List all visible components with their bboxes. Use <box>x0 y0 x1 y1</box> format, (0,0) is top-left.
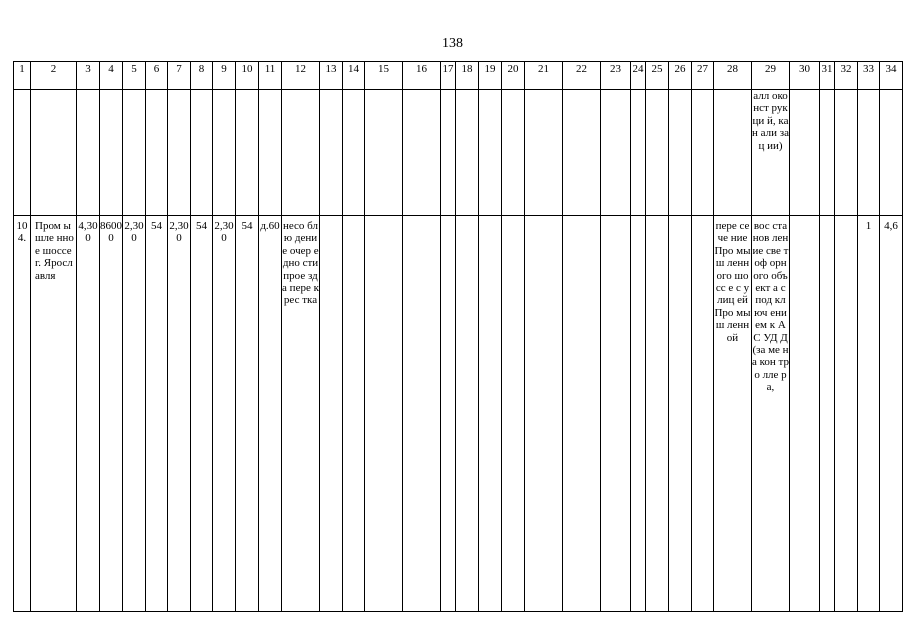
table-cell: 104. <box>14 216 31 612</box>
table-cell <box>320 216 343 612</box>
header-cell: 12 <box>282 62 320 90</box>
table-cell <box>563 90 601 216</box>
table-cell <box>365 216 403 612</box>
table-cell <box>343 90 365 216</box>
table-cell <box>631 90 646 216</box>
table-cell: 54 <box>146 216 168 612</box>
table-cell <box>31 90 77 216</box>
table-cell <box>502 90 525 216</box>
page-number: 138 <box>442 36 463 51</box>
table-cell <box>692 90 714 216</box>
table-cell: 54 <box>236 216 259 612</box>
table-cell <box>282 90 320 216</box>
table-cell <box>479 216 502 612</box>
header-cell: 3 <box>77 62 100 90</box>
table-cell <box>456 216 479 612</box>
table-cell: д.60 <box>259 216 282 612</box>
table-cell <box>525 216 563 612</box>
header-cell: 14 <box>343 62 365 90</box>
header-cell: 13 <box>320 62 343 90</box>
header-cell: 27 <box>692 62 714 90</box>
table-cell <box>692 216 714 612</box>
table-cell <box>669 216 692 612</box>
table-cell <box>213 90 236 216</box>
table-cell <box>456 90 479 216</box>
table-cell: вос ста нов лен ие све тоф орн ого объ ект а с под кл юч ени ем к АС УД Д (за ме на кон тро лле ра, <box>752 216 790 612</box>
table-cell <box>601 90 631 216</box>
table-cell: Пром ышле нное шоссе г. Яросл авля <box>31 216 77 612</box>
header-cell: 30 <box>790 62 820 90</box>
table-cell <box>563 216 601 612</box>
table-cell: пере сече ние Про мыш ленн ого шосс е с улиц ей Про мыш ленн ой <box>714 216 752 612</box>
header-cell: 18 <box>456 62 479 90</box>
table-cell <box>403 90 441 216</box>
header-cell: 5 <box>123 62 146 90</box>
table-cell <box>820 90 835 216</box>
header-cell: 6 <box>146 62 168 90</box>
table-cell: 4,6 <box>880 216 903 612</box>
header-cell: 8 <box>191 62 213 90</box>
table-cell <box>403 216 441 612</box>
header-cell: 29 <box>752 62 790 90</box>
table-cell <box>525 90 563 216</box>
header-cell: 10 <box>236 62 259 90</box>
header-cell: 11 <box>259 62 282 90</box>
table-cell <box>714 90 752 216</box>
header-cell: 26 <box>669 62 692 90</box>
table-cell <box>631 216 646 612</box>
table-cell: 86000 <box>100 216 123 612</box>
header-cell: 2 <box>31 62 77 90</box>
table-cell: 2,300 <box>123 216 146 612</box>
table-cell: 2,300 <box>168 216 191 612</box>
table-cell <box>820 216 835 612</box>
table-row <box>14 90 903 216</box>
table-cell <box>259 90 282 216</box>
table-cell <box>835 216 858 612</box>
table-cell <box>858 90 880 216</box>
table-cell <box>835 90 858 216</box>
table-cell <box>441 216 456 612</box>
table-cell <box>365 90 403 216</box>
header-cell: 1 <box>14 62 31 90</box>
header-cell: 19 <box>479 62 502 90</box>
header-row <box>14 62 903 90</box>
table-cell <box>100 90 123 216</box>
header-cell: 23 <box>601 62 631 90</box>
table-cell: несо блю дени е очер едно сти прое зда пере крес тка <box>282 216 320 612</box>
table-cell <box>502 216 525 612</box>
table-cell <box>601 216 631 612</box>
header-cell: 7 <box>168 62 191 90</box>
table-cell <box>790 216 820 612</box>
table-cell <box>880 90 903 216</box>
table-cell <box>191 90 213 216</box>
table-cell <box>320 90 343 216</box>
header-cell: 9 <box>213 62 236 90</box>
header-cell: 25 <box>646 62 669 90</box>
header-cell: 22 <box>563 62 601 90</box>
table-cell <box>343 216 365 612</box>
table-cell: алл око нст рук ци й, кан али зац ии) <box>752 90 790 216</box>
header-cell: 16 <box>403 62 441 90</box>
data-table <box>13 61 903 612</box>
table-cell <box>236 90 259 216</box>
header-cell: 34 <box>880 62 903 90</box>
header-cell: 21 <box>525 62 563 90</box>
table-cell <box>441 90 456 216</box>
table-cell: 54 <box>191 216 213 612</box>
header-cell: 15 <box>365 62 403 90</box>
header-cell: 28 <box>714 62 752 90</box>
table-cell: 2,300 <box>213 216 236 612</box>
table-cell <box>479 90 502 216</box>
table-row <box>14 216 903 612</box>
table-cell: 4,300 <box>77 216 100 612</box>
table-cell <box>646 90 669 216</box>
table-cell <box>77 90 100 216</box>
header-cell: 4 <box>100 62 123 90</box>
table-cell <box>123 90 146 216</box>
header-cell: 32 <box>835 62 858 90</box>
table-cell <box>146 90 168 216</box>
table-cell <box>14 90 31 216</box>
header-cell: 33 <box>858 62 880 90</box>
header-cell: 31 <box>820 62 835 90</box>
table-cell <box>646 216 669 612</box>
header-cell: 17 <box>441 62 456 90</box>
table-cell <box>669 90 692 216</box>
header-cell: 20 <box>502 62 525 90</box>
header-cell: 24 <box>631 62 646 90</box>
table-cell <box>168 90 191 216</box>
table-cell <box>790 90 820 216</box>
table-cell: 1 <box>858 216 880 612</box>
